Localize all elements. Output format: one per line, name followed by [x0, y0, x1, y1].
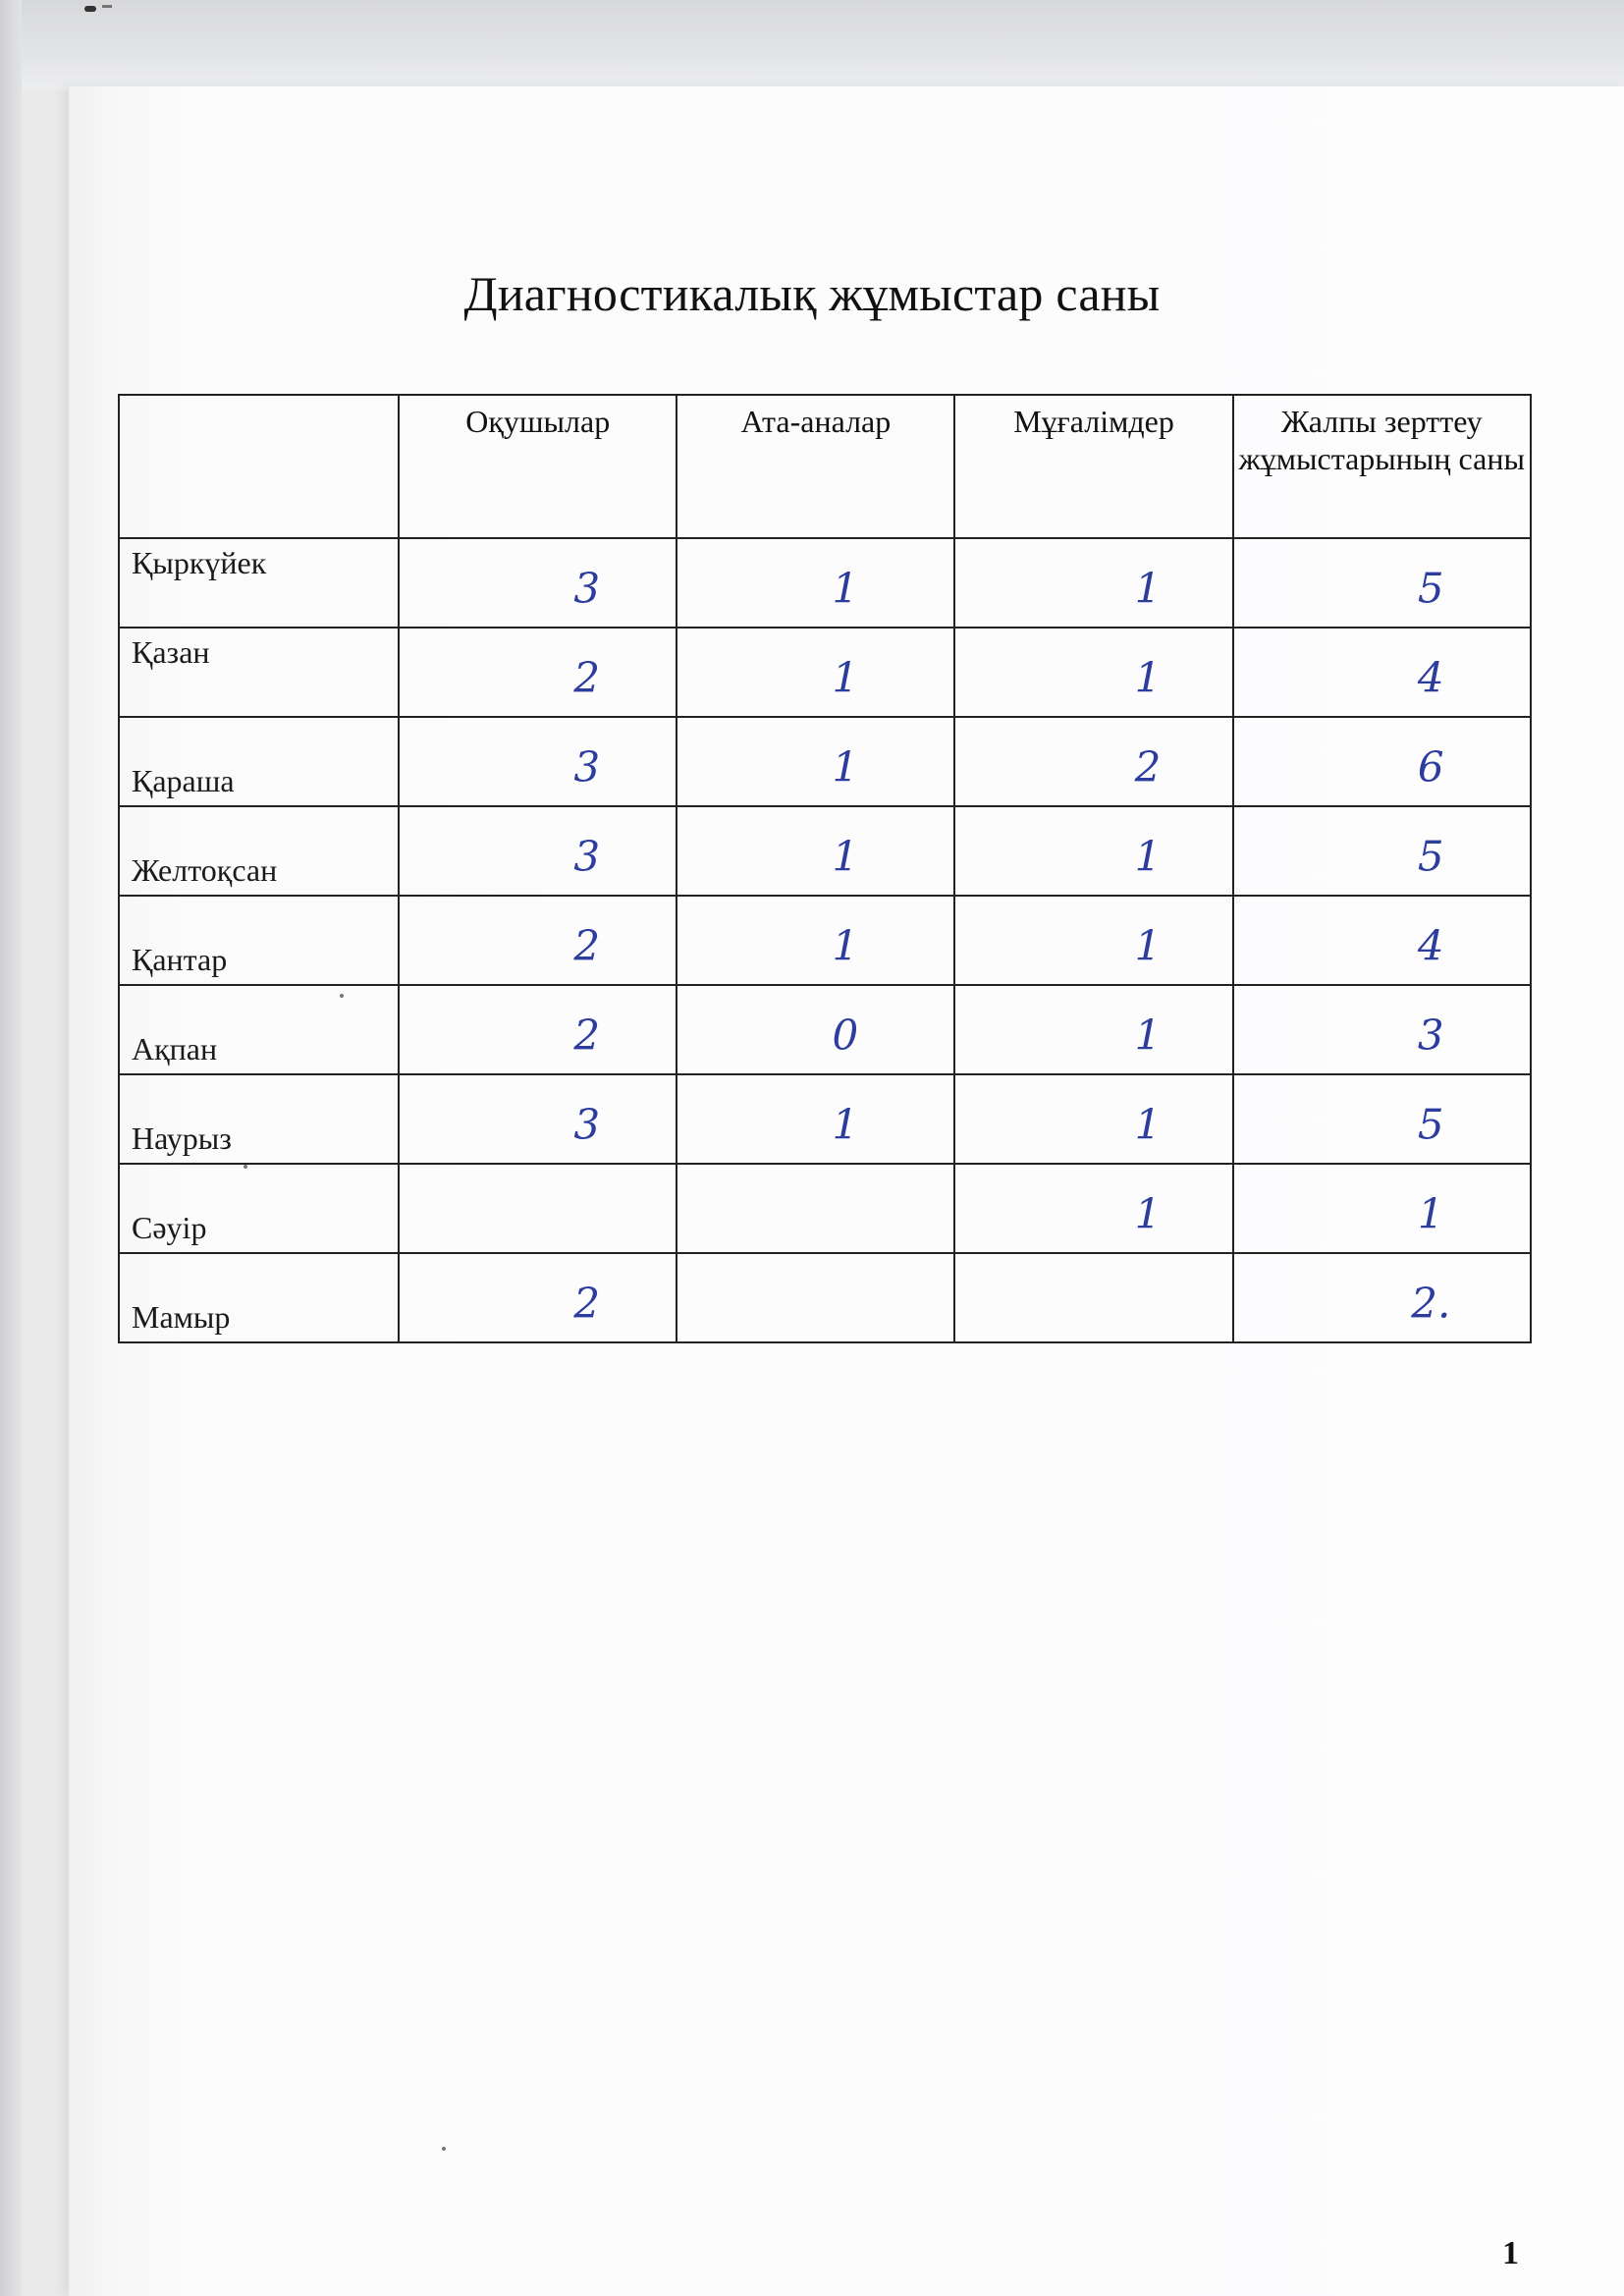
count-cell [399, 1074, 677, 1164]
table-row [119, 1074, 1531, 1164]
scanner-left-edge [0, 0, 22, 2296]
count-cell [399, 538, 677, 628]
month-label: Сәуір [132, 1210, 207, 1245]
handwritten-count: 5 [1417, 563, 1444, 612]
month-label: Қараша [132, 763, 235, 798]
month-label: Мамыр [132, 1299, 231, 1335]
count-cell [1233, 538, 1531, 628]
count-cell [1233, 717, 1531, 806]
count-cell [399, 1253, 677, 1342]
table-row [119, 806, 1531, 896]
handwritten-count: 0 [832, 1010, 859, 1059]
month-cell [119, 628, 399, 717]
handwritten-count: 1 [1134, 1010, 1162, 1059]
handwritten-count: 1 [1134, 563, 1162, 612]
handwritten-count: 2. [1411, 1278, 1451, 1327]
handwritten-count: 1 [1134, 1188, 1162, 1237]
handwritten-count: 2 [573, 1010, 601, 1059]
month-cell [119, 985, 399, 1074]
scan-speck [244, 1165, 247, 1169]
handwritten-count: 5 [1417, 1099, 1444, 1148]
handwritten-count: 2 [1134, 741, 1162, 791]
header-total-research: Жалпы зерттеу жұмыстарының саны [1233, 395, 1531, 538]
count-cell [954, 985, 1232, 1074]
month-cell [119, 538, 399, 628]
month-label: Желтоқсан [132, 852, 278, 888]
count-cell [1233, 628, 1531, 717]
handwritten-count: 3 [573, 563, 601, 612]
handwritten-count: 2 [573, 920, 601, 969]
handwritten-count: 1 [832, 920, 859, 969]
count-cell [677, 628, 954, 717]
month-label: Қазан [132, 634, 210, 670]
handwritten-count: 3 [573, 831, 601, 880]
count-cell [677, 717, 954, 806]
handwritten-count: 1 [1417, 1188, 1444, 1237]
count-cell [954, 628, 1232, 717]
document-title: Диагностикалық жұмыстар саны [463, 266, 1161, 321]
handwritten-count: 1 [832, 741, 859, 791]
count-cell [677, 896, 954, 985]
diagnostics-table [118, 394, 1532, 1343]
count-cell [1233, 1253, 1531, 1342]
handwritten-count: 1 [1134, 1099, 1162, 1148]
count-cell [954, 538, 1232, 628]
page-number: 1 [1502, 2235, 1519, 2271]
table-row [119, 538, 1531, 628]
count-cell [677, 985, 954, 1074]
month-cell [119, 806, 399, 896]
count-cell [677, 1074, 954, 1164]
handwritten-count: 2 [573, 652, 601, 701]
handwritten-count: 3 [573, 1099, 601, 1148]
header-corner-cell [119, 395, 399, 538]
count-cell [399, 628, 677, 717]
count-cell [399, 985, 677, 1074]
handwritten-count: 1 [1134, 831, 1162, 880]
table-row [119, 985, 1531, 1074]
month-label: Қантар [132, 942, 228, 977]
count-cell [954, 1164, 1232, 1253]
count-cell [954, 806, 1232, 896]
count-cell [399, 717, 677, 806]
scan-speck [84, 6, 96, 12]
count-cell [399, 806, 677, 896]
month-label: Ақпан [132, 1031, 218, 1066]
scanner-top-edge [0, 0, 1624, 90]
count-cell [1233, 1074, 1531, 1164]
handwritten-count: 1 [1134, 920, 1162, 969]
count-cell [399, 1164, 677, 1253]
scan-speck [442, 2147, 446, 2151]
count-cell [677, 1253, 954, 1342]
scan-speck [340, 994, 344, 998]
count-cell [1233, 806, 1531, 896]
month-cell [119, 896, 399, 985]
count-cell [954, 1253, 1232, 1342]
count-cell [677, 806, 954, 896]
handwritten-count: 1 [832, 1099, 859, 1148]
table-row [119, 1164, 1531, 1253]
table-row [119, 717, 1531, 806]
handwritten-count: 1 [832, 563, 859, 612]
month-label: Наурыз [132, 1121, 232, 1156]
handwritten-count: 1 [832, 652, 859, 701]
count-cell [1233, 985, 1531, 1074]
handwritten-count: 4 [1417, 920, 1444, 969]
month-label: Қыркүйек [132, 545, 267, 580]
handwritten-count: 5 [1417, 831, 1444, 880]
table-row [119, 1253, 1531, 1342]
handwritten-count: 3 [573, 741, 601, 791]
count-cell [954, 1074, 1232, 1164]
scan-speck [102, 5, 112, 8]
count-cell [677, 1164, 954, 1253]
count-cell [399, 896, 677, 985]
handwritten-count: 4 [1417, 652, 1444, 701]
month-cell [119, 1253, 399, 1342]
handwritten-count: 1 [1134, 652, 1162, 701]
month-cell [119, 1164, 399, 1253]
header-parents: Ата-аналар [677, 395, 954, 538]
count-cell [1233, 896, 1531, 985]
handwritten-count: 1 [832, 831, 859, 880]
count-cell [954, 717, 1232, 806]
month-cell [119, 1074, 399, 1164]
month-cell [119, 717, 399, 806]
header-teachers: Мұғалімдер [954, 395, 1232, 538]
table-row [119, 896, 1531, 985]
handwritten-count: 6 [1417, 741, 1444, 791]
table-header-row [119, 395, 1531, 538]
count-cell [954, 896, 1232, 985]
handwritten-count: 3 [1417, 1010, 1444, 1059]
header-students: Оқушылар [399, 395, 677, 538]
count-cell [677, 538, 954, 628]
table-row [119, 628, 1531, 717]
count-cell [1233, 1164, 1531, 1253]
handwritten-count: 2 [573, 1278, 601, 1327]
